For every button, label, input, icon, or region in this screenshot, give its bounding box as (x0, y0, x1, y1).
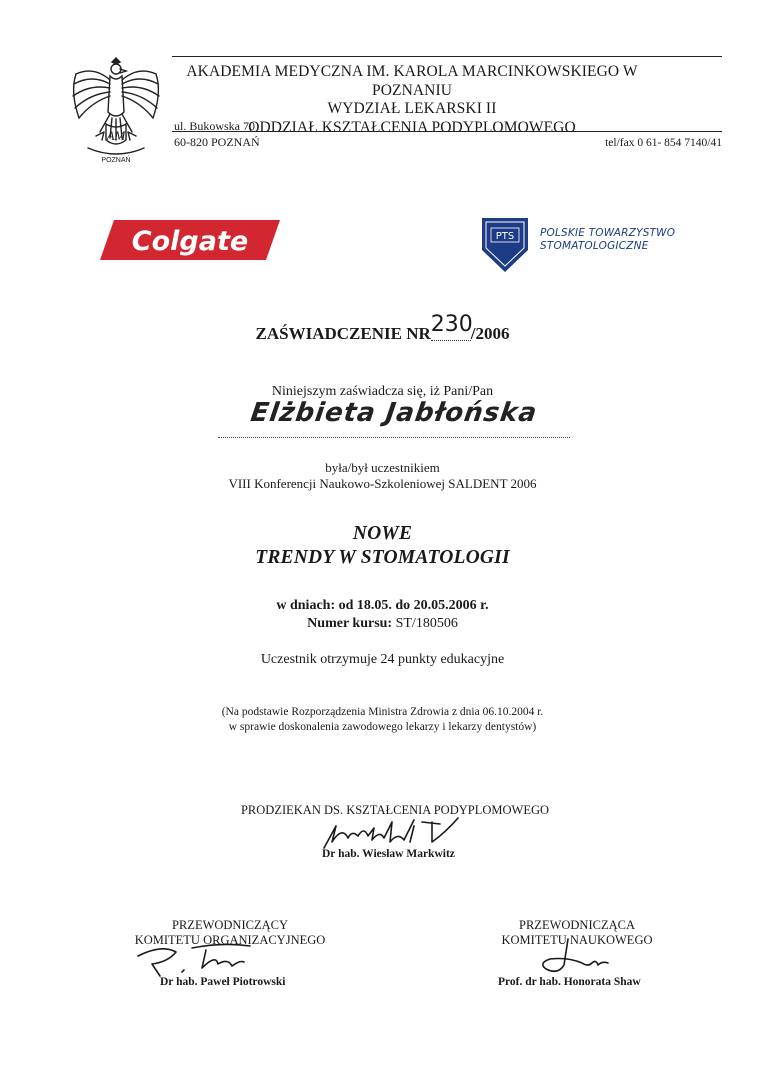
education-points: Uczestnik otrzymuje 24 punkty edukacyjne (260, 652, 505, 667)
colgate-logo-text: Colgate (131, 226, 249, 257)
course-number (0, 616, 765, 632)
telfax: tel/fax 0 61- 854 7140/41 (605, 137, 722, 149)
institution-address (174, 118, 260, 150)
pts-badge-text: PTS (495, 231, 515, 242)
course-dates: w dniach: od 18.05. do 20.05.2006 r. (276, 598, 489, 613)
header-bottom-rule (172, 131, 722, 132)
institution-line: ODDZIAŁ KSZTAŁCENIA PODYPLOMOWEGO (248, 118, 576, 136)
prodziekan-name: Dr hab. Wiesław Markwitz (322, 848, 455, 860)
institution-line: WYDZIAŁ LEKARSKI II (327, 100, 497, 117)
prodziekan-title: PRODZIEKAN DS. KSZTAŁCENIA PODYPLOMOWEGO (240, 803, 550, 817)
organizing-chair-name: Dr hab. Paweł Piotrowski (160, 976, 286, 988)
organizing-chair-signature (132, 940, 262, 980)
address-line: 60-820 POZNAŃ (174, 135, 260, 149)
emblem-am-text: AM (106, 128, 126, 143)
legal-line: w sprawie doskonalenia zawodowego lekarzy i lekarzy dentystów) (228, 720, 537, 733)
title-line: PRZEWODNICZĄCY (172, 918, 288, 932)
pts-logo-badge (480, 216, 530, 274)
topic-line: NOWE (352, 523, 413, 544)
pts-name-line: STOMATOLOGICZNE (540, 239, 649, 252)
participation-line: była/był uczestnikiem (325, 460, 440, 475)
topic-line: TRENDY W STOMATOLOGII (255, 547, 510, 568)
course-number-label: Numer kursu: (307, 616, 393, 631)
recipient-name: Elżbieta Jabłońska (248, 398, 540, 428)
title-line: PRZEWODNICZĄCA (519, 918, 635, 932)
legal-basis (0, 705, 765, 734)
university-eagle-emblem (66, 52, 166, 164)
header-top-rule (172, 56, 722, 57)
institution-line: AKADEMIA MEDYCZNA IM. KAROLA MARCINKOWSKIEGO W POZNANIU (186, 63, 638, 99)
certificate-title-prefix: ZAŚWIADCZENIE NR (255, 324, 431, 343)
address-line: ul. Bukowska 70 (174, 119, 255, 133)
colgate-logo (100, 220, 280, 260)
pts-name (540, 227, 675, 252)
title-line: KOMITETU NAUKOWEGO (501, 933, 653, 947)
pts-name-line: POLSKIE TOWARZYSTWO (540, 227, 676, 239)
conference-name: VIII Konferencji Naukowo-Szkoleniowej SALDENT 2006 (228, 476, 537, 491)
certificate-intro: Niniejszym zaświadcza się, iż Pani/Pan (271, 384, 494, 399)
title-line: KOMITETU ORGANIZACYJNEGO (134, 933, 326, 947)
emblem-city-text: POZNAŃ (101, 157, 131, 164)
certificate-number: 230 (430, 312, 473, 337)
certificate-title (0, 312, 765, 345)
course-number-value: ST/180506 (395, 616, 458, 631)
course-topic (0, 522, 765, 570)
certificate-title-suffix: /2006 (470, 324, 510, 343)
recipient-dotted-line (218, 437, 570, 438)
scientific-chair-signature (528, 935, 618, 980)
scientific-chair-name: Prof. dr hab. Honorata Shaw (498, 976, 641, 988)
legal-line: (Na podstawie Rozporządzenia Ministra Zdrowia z dnia 06.10.2004 r. (221, 706, 544, 718)
